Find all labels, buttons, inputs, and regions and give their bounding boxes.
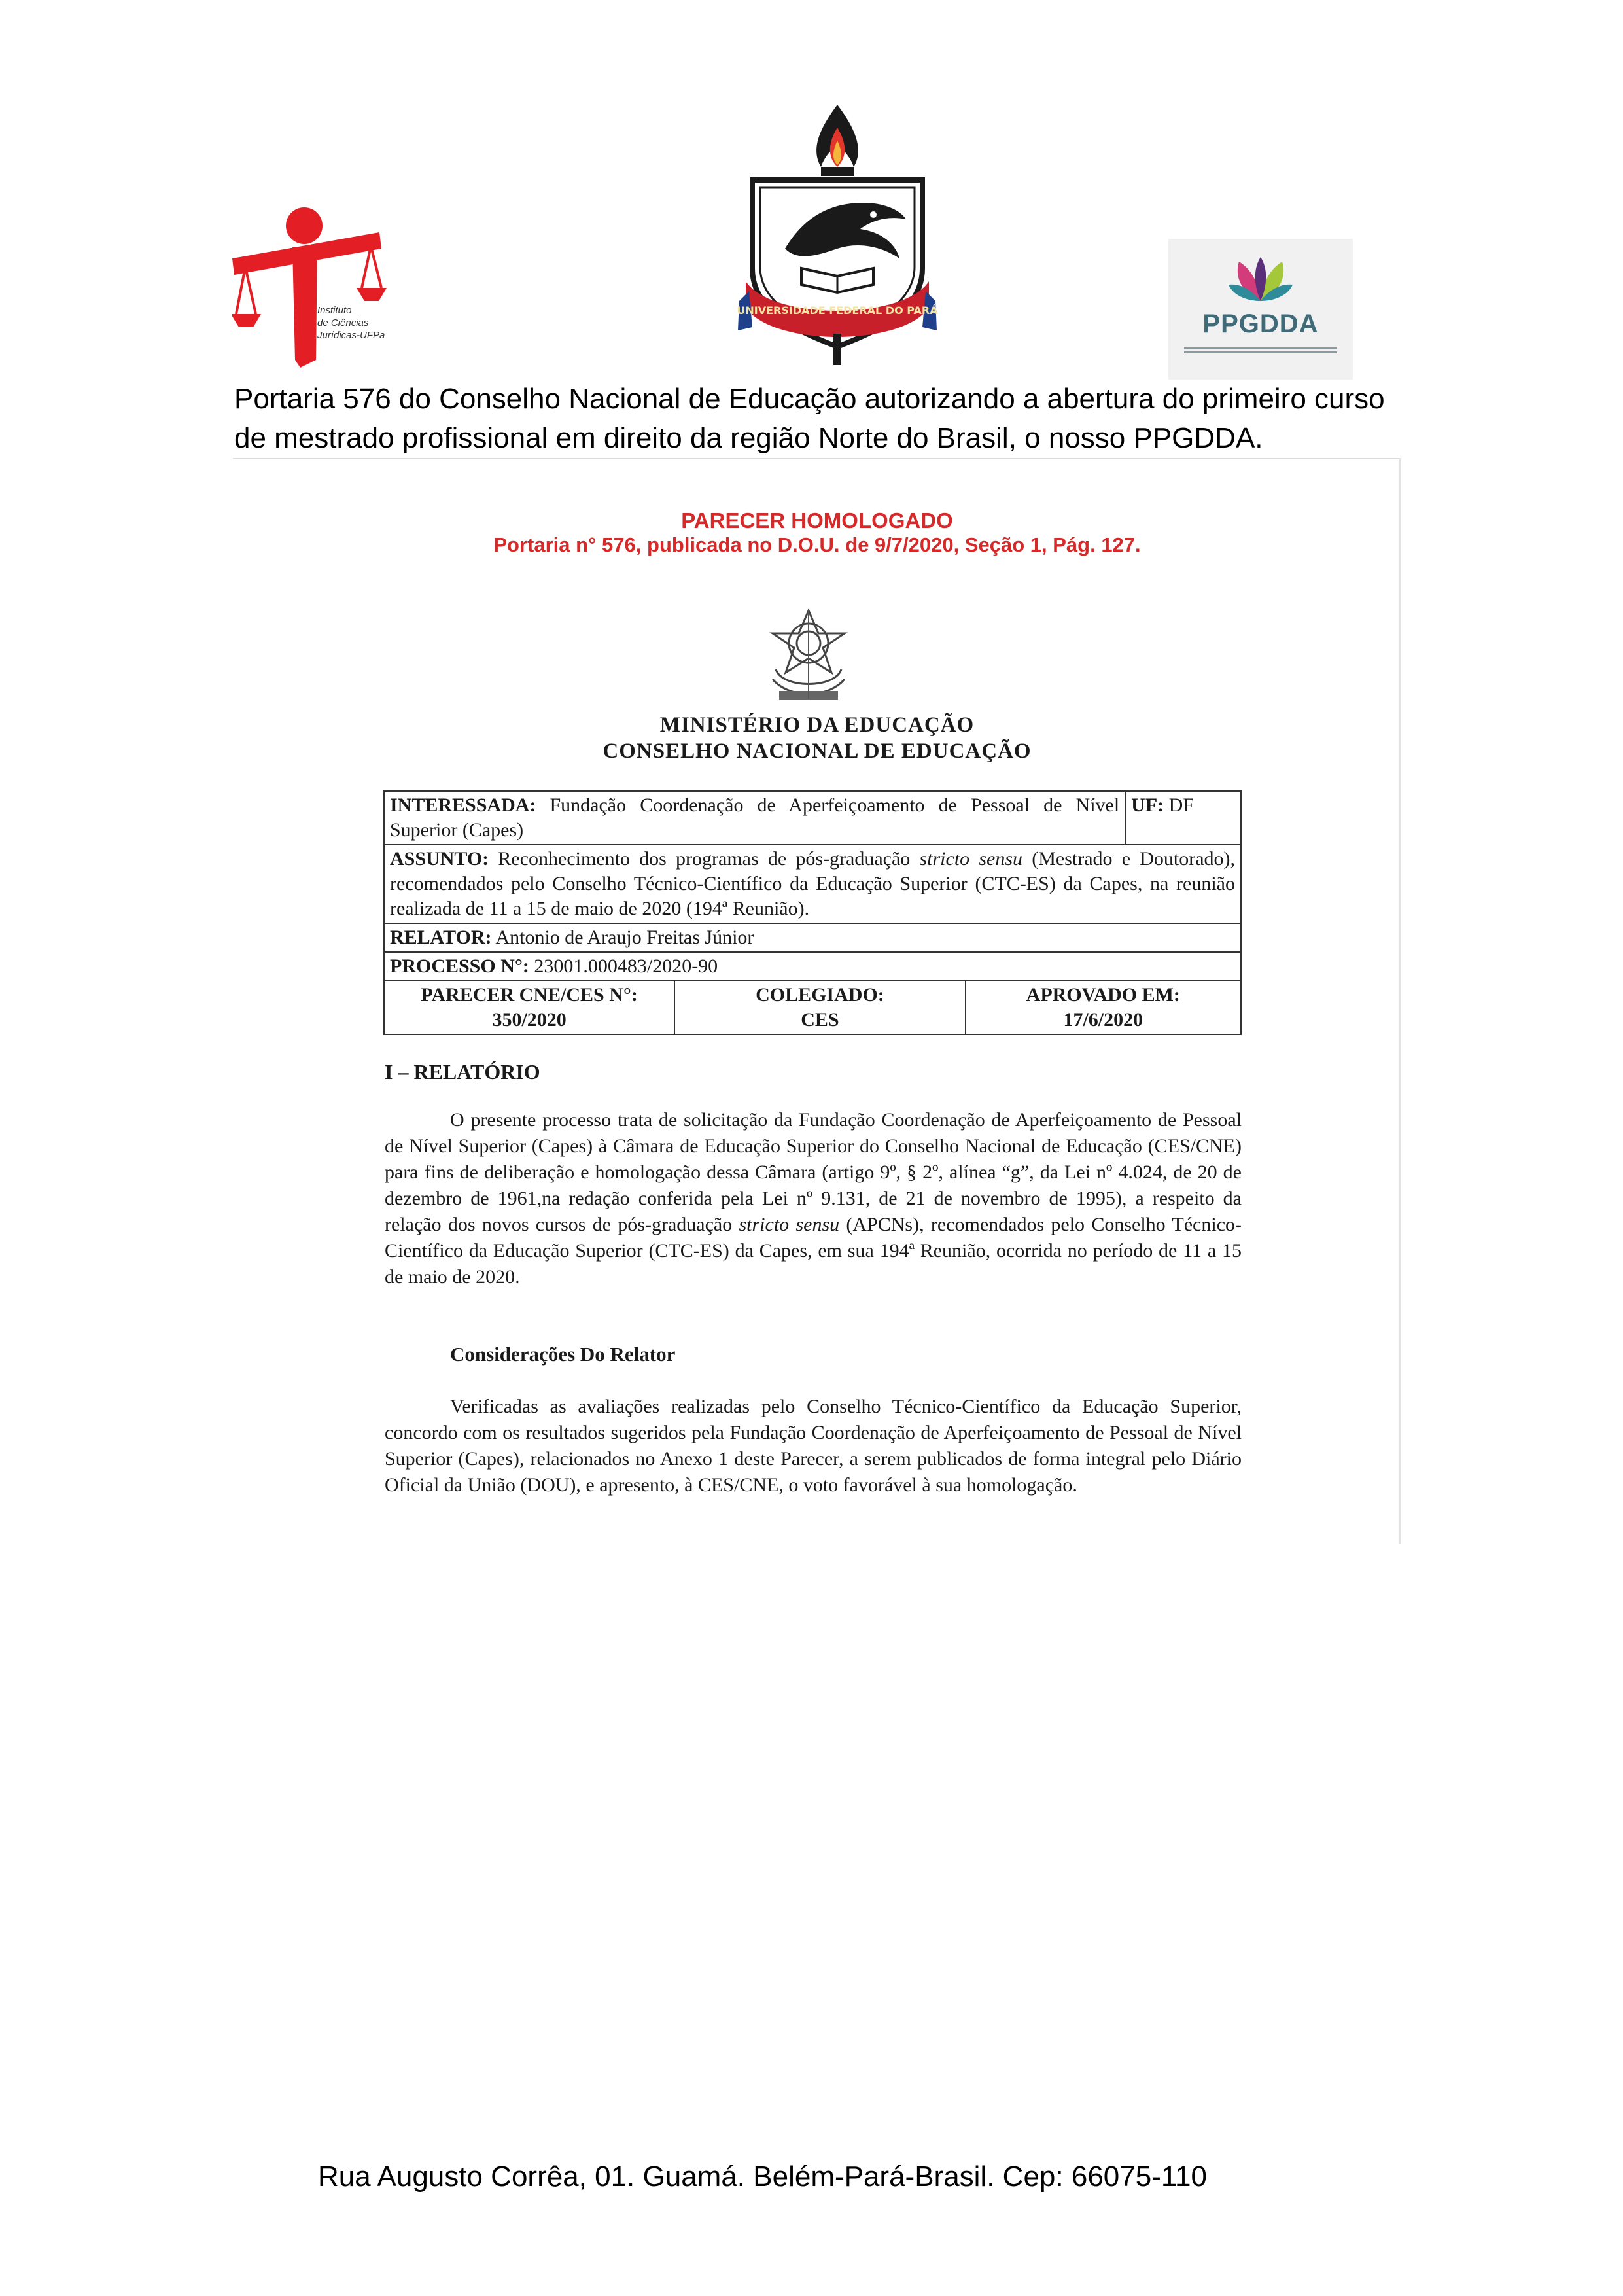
stamp-title: PARECER HOMOLOGADO (681, 508, 953, 533)
cell-parecer (384, 981, 674, 1034)
value-assunto-italic: stricto sensu (919, 848, 1023, 870)
icj-logo (232, 196, 455, 373)
ppgdda-subtitle-lines (1184, 347, 1337, 355)
ppgdda-leaf-icon (1168, 239, 1353, 311)
cell-processo (384, 952, 1241, 981)
scanned-document (233, 458, 1401, 1544)
cell-interessada (384, 791, 1125, 845)
label-processo: PROCESSO N°: (390, 955, 529, 977)
paragraph-relatorio-part-a: O presente processo trata de solicitação da Fundação Coordenação de Aperfeiçoamento de Pessoal de Nível Superior (Capes) à Câmara de Educação Superior do Conselho Nacional de Educação (CES/CNE) para fins de deliberação e homologação dessa Câmara (artigo 9º, § 2º, alínea “g”, da Lei nº 4.024, de 20 de dezembro de 1961,na redação conferida pela Lei nº 9.131, de 21 de novembro de 1995), a respeito da relação dos novos cursos de pós-graduação (385, 1109, 1242, 1235)
value-assunto-pre: Reconhecimento dos programas de pós-graduação (498, 848, 911, 870)
row-relator (384, 923, 1241, 952)
value-colegiado: CES (801, 1009, 839, 1031)
icj-line-3: Jurídicas-UFPa (317, 330, 385, 341)
cell-uf (1125, 791, 1241, 845)
ufpa-logo (733, 105, 942, 366)
value-relator: Antonio de Araujo Freitas Júnior (495, 927, 754, 948)
row-assunto (384, 845, 1241, 923)
value-parecer: 350/2020 (492, 1009, 567, 1031)
icj-line-2: de Ciências (317, 317, 369, 328)
cell-colegiado (674, 981, 965, 1034)
paragraph-relatorio (385, 1107, 1242, 1290)
label-assunto: ASSUNTO: (390, 848, 489, 870)
footer-address: Rua Augusto Corrêa, 01. Guamá. Belém-Pará-Brasil. Cep: 66075-110 (317, 2161, 1207, 2193)
cell-aprovado (966, 981, 1241, 1034)
value-aprovado: 17/6/2020 (1063, 1009, 1143, 1031)
scales-of-justice-icon (232, 196, 455, 373)
ministry-heading: MINISTÉRIO DA EDUCAÇÃO (659, 713, 975, 737)
page-caption: Portaria 576 do Conselho Nacional de Educação autorizando a abertura do primeiro curso de mestrado profissional em direito da região Norte do Brasil, o nosso PPGDDA. (234, 383, 1385, 454)
icj-line-1: Instituto (317, 305, 352, 316)
paragraph-relatorio-part-b: (APCNs), recomendados pelo Conselho Técnico-Científico da Educação Superior (CTC-ES) da Capes, em sua 194ª Reunião, ocorrida no período de 11 a 15 de maio de 2020. (385, 1214, 1242, 1288)
label-interessada: INTERESSADA: (390, 794, 536, 816)
row-interessada (384, 791, 1241, 845)
brazil-coat-of-arms-icon (763, 607, 854, 705)
paragraph-consideracoes: Verificadas as avaliações realizadas pelo Conselho Técnico-Científico da Educação Superior, concordo com os resultados sugeridos pela Fundação Coordenação de Aperfeiçoamento de Pessoal de Nível Superior (Capes), relacionados no Anexo 1 deste Parecer, a serem publicados de forma integral pelo Diário Oficial da União (DOU), e apresento, à CES/CNE, o voto favorável à sua homologação. (385, 1396, 1242, 1496)
value-interessada: Fundação Coordenação de Aperfeiçoamento de Pessoal de Nível Superior (Capes) (390, 794, 1120, 841)
ufpa-ribbon-text: UNIVERSIDADE FEDERAL DO PARÁ (737, 304, 938, 317)
value-processo: 23001.000483/2020-90 (534, 955, 718, 977)
council-heading: CONSELHO NACIONAL DE EDUCAÇÃO (602, 739, 1032, 763)
stamp-subtitle: Portaria n° 576, publicada no D.O.U. de 9/7/2020, Seção 1, Pág. 127. (493, 533, 1141, 556)
icj-logo-text (317, 304, 385, 342)
paragraph-relatorio-italic: stricto sensu (739, 1214, 840, 1235)
label-relator: RELATOR: (390, 927, 492, 948)
cell-relator (384, 923, 1241, 952)
label-aprovado: APROVADO EM: (1026, 984, 1180, 1006)
section-title-relatorio: I – RELATÓRIO (385, 1060, 540, 1084)
label-parecer: PARECER CNE/CES N°: (421, 984, 638, 1006)
label-colegiado: COLEGIADO: (756, 984, 884, 1006)
cell-assunto (384, 845, 1241, 923)
ppgdda-logo (1168, 239, 1353, 380)
subtitle-consideracoes: Considerações Do Relator (450, 1343, 676, 1366)
value-uf: DF (1168, 794, 1195, 816)
value-assunto-post: (Mestrado e Doutorado), recomendados pelo Conselho Técnico-Científico da Educação Superior (CTC-ES) da Capes, na reunião realizada de 11 a 15 de maio de 2020 (194ª Reunião). (390, 848, 1236, 919)
parecer-document (233, 458, 1401, 1544)
ppgdda-logo-text: PPGDDA (1202, 309, 1319, 338)
row-processo (384, 952, 1241, 981)
ufpa-crest-icon (733, 105, 942, 366)
parecer-info-table (383, 790, 1242, 1035)
label-uf: UF: (1131, 794, 1164, 816)
row-parecer (384, 981, 1241, 1034)
